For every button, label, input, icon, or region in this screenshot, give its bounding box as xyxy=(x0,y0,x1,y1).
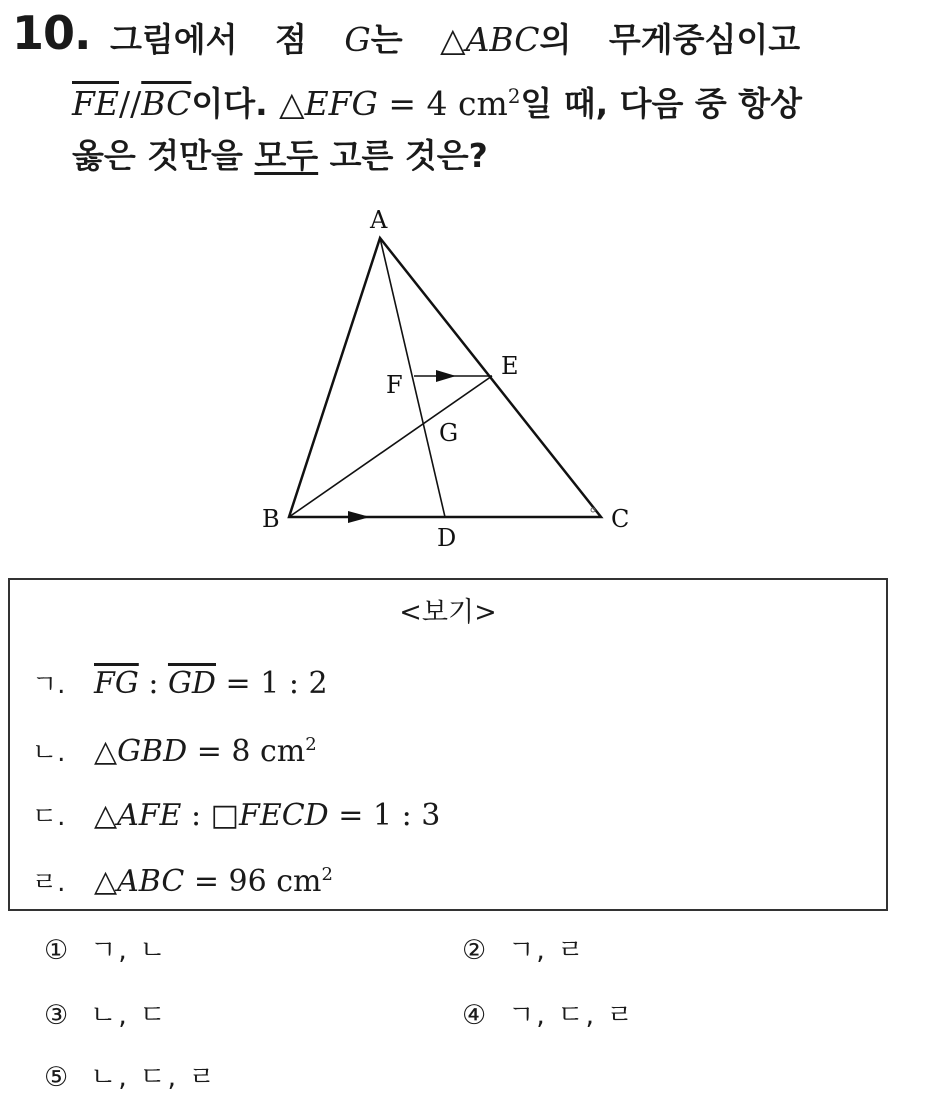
item-expression: △AFE : □FECD = 1 : 3 xyxy=(94,798,441,833)
box-item xyxy=(32,664,328,701)
choice-text: ㄴ, ㄷ xyxy=(90,1000,168,1031)
parallel-arrow-bc xyxy=(348,511,370,523)
box-item xyxy=(32,732,317,769)
q-text-underlined: 모두 xyxy=(254,136,319,175)
answer-choice-2[interactable] xyxy=(462,928,586,967)
math-triangle-efg: EFG xyxy=(304,84,378,123)
item-label: ㄷ. xyxy=(32,802,66,832)
q-text: 무게중심이고 xyxy=(608,20,801,59)
item-label: ㄱ. xyxy=(32,670,66,700)
choice-number: ② xyxy=(462,935,487,966)
math-fg: $\overline{FG}$ xyxy=(94,666,139,701)
question-text-line-1 xyxy=(110,14,800,61)
choice-number: ⑤ xyxy=(44,1062,69,1093)
triangle-symbol: △ xyxy=(440,20,466,59)
answer-choice-5[interactable] xyxy=(44,1055,217,1094)
label-f: F xyxy=(386,371,403,399)
item-label: ㄴ. xyxy=(32,738,66,768)
triangle-symbol: △ xyxy=(279,84,305,123)
answer-choice-4[interactable] xyxy=(462,993,635,1032)
box-title: <보기> xyxy=(399,597,497,628)
q-text: 이다. xyxy=(191,84,268,123)
math-area-value: = 4 cm xyxy=(377,84,508,123)
choice-text: ㄱ, ㄴ xyxy=(90,935,168,966)
q-text: 는 xyxy=(370,20,403,59)
item-label: ㄹ. xyxy=(32,868,66,898)
question-number: 10. xyxy=(12,6,91,60)
label-e: E xyxy=(501,352,519,380)
parallel-symbol: // xyxy=(119,84,142,123)
triangle-figure xyxy=(240,195,680,555)
label-c: C xyxy=(611,505,630,533)
math-point-g: G xyxy=(344,20,371,59)
q-text: 점 xyxy=(275,20,307,59)
q-text: 의 xyxy=(539,20,572,59)
item-expression: △GBD = 8 $cm^2$ xyxy=(94,734,317,769)
q-text: 고른 것은? xyxy=(329,136,488,175)
q-text: 일 때, 다음 중 항상 xyxy=(520,84,803,123)
choice-number: ④ xyxy=(462,1000,487,1031)
label-a: A xyxy=(370,206,388,234)
question-text-line-2 xyxy=(72,78,802,125)
choice-text: ㄱ, ㄹ xyxy=(508,935,586,966)
math-segment-fe: $\overline{FE}$ xyxy=(72,84,119,123)
parallel-arrow-fe xyxy=(436,370,456,382)
q-text: 그림에서 xyxy=(110,20,238,59)
answer-choice-3[interactable] xyxy=(44,993,168,1032)
question-text-line-3 xyxy=(72,130,488,177)
label-d: D xyxy=(437,524,457,552)
math-segment-bc: $\overline{BC}$ xyxy=(141,84,192,123)
q-text: 옳은 것만을 xyxy=(72,136,243,175)
choice-text: ㄴ, ㄷ, ㄹ xyxy=(90,1062,217,1093)
math-triangle-abc: ABC xyxy=(465,20,540,59)
math-gd: $\overline{GD}$ xyxy=(167,666,216,701)
choice-number: ③ xyxy=(44,1000,69,1031)
box-item xyxy=(32,862,333,899)
item-expression: $\overline{FG}$ : $\overline{GD} = 1$ : 2 xyxy=(94,666,328,701)
choice-text: ㄱ, ㄷ, ㄹ xyxy=(508,1000,635,1031)
item-expression: △ABC = 96 $cm^2$ xyxy=(94,864,333,899)
math-exponent: 2 xyxy=(507,85,521,108)
label-g: G xyxy=(439,419,459,447)
answer-choice-1[interactable] xyxy=(44,928,168,967)
example-box xyxy=(8,578,888,911)
label-b: B xyxy=(262,505,280,533)
choice-number: ① xyxy=(44,935,69,966)
box-item xyxy=(32,796,440,833)
